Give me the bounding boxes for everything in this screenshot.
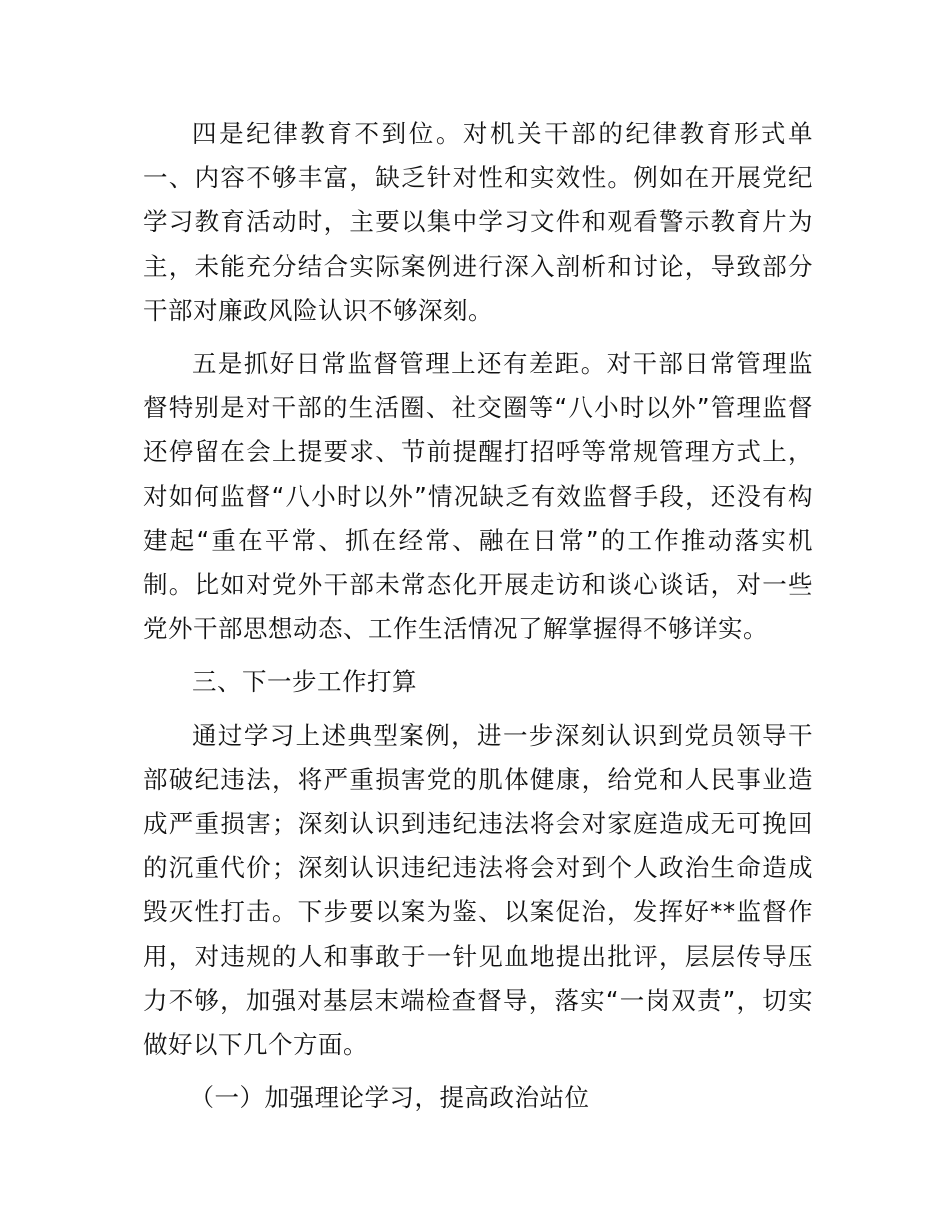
subsection-heading-theory-study: （一）加强理论学习，提高政治站位 — [189, 1083, 590, 1113]
paragraph-case-learning: 通过学习上述典型案例，进一步深刻认识到党员领导干部破纪违法，将严重损害党的肌体健康，给党和人民事业造成严重损害；深刻认识到违纪违法将会对家庭造成无可挽回的沉重代价；深刻认识违纪违法将会对到个人政治生命造成毁灭性打击。下步要以案为鉴、以案促治，发挥好**监督作用，对违规的人和事敢于一针见血地提出批评，层层传导压力不够，加强对基层末端检查督导，落实“一岗双责”，切实做好以下几个方面。 — [143, 720, 813, 1060]
paragraph-discipline-education: 四是纪律教育不到位。对机关干部的纪律教育形式单一、内容不够丰富，缺乏针对性和实效性。例如在开展党纪学习教育活动时，主要以集中学习文件和观看警示教育片为主，未能充分结合实际案例进行深入剖析和讨论，导致部分干部对廉政风险认识不够深刻。 — [143, 119, 813, 325]
section-heading-next-steps: 三、下一步工作打算 — [192, 667, 417, 697]
document-body — [143, 112, 813, 1129]
paragraph-daily-supervision: 五是抓好日常监督管理上还有差距。对干部日常管理监督特别是对干部的生活圈、社交圈等“八小时以外”管理监督还停留在会上提要求、节前提醒打招呼等常规管理方式上，对如何监督“八小时以外”情况缺乏有效监督手段，还没有构建起“重在平常、抓在经常、融在日常”的工作推动落实机制。比如对党外干部未常态化开展走访和谈心谈话，对一些党外干部思想动态、工作生活情况了解掌握得不够详实。 — [143, 349, 813, 644]
